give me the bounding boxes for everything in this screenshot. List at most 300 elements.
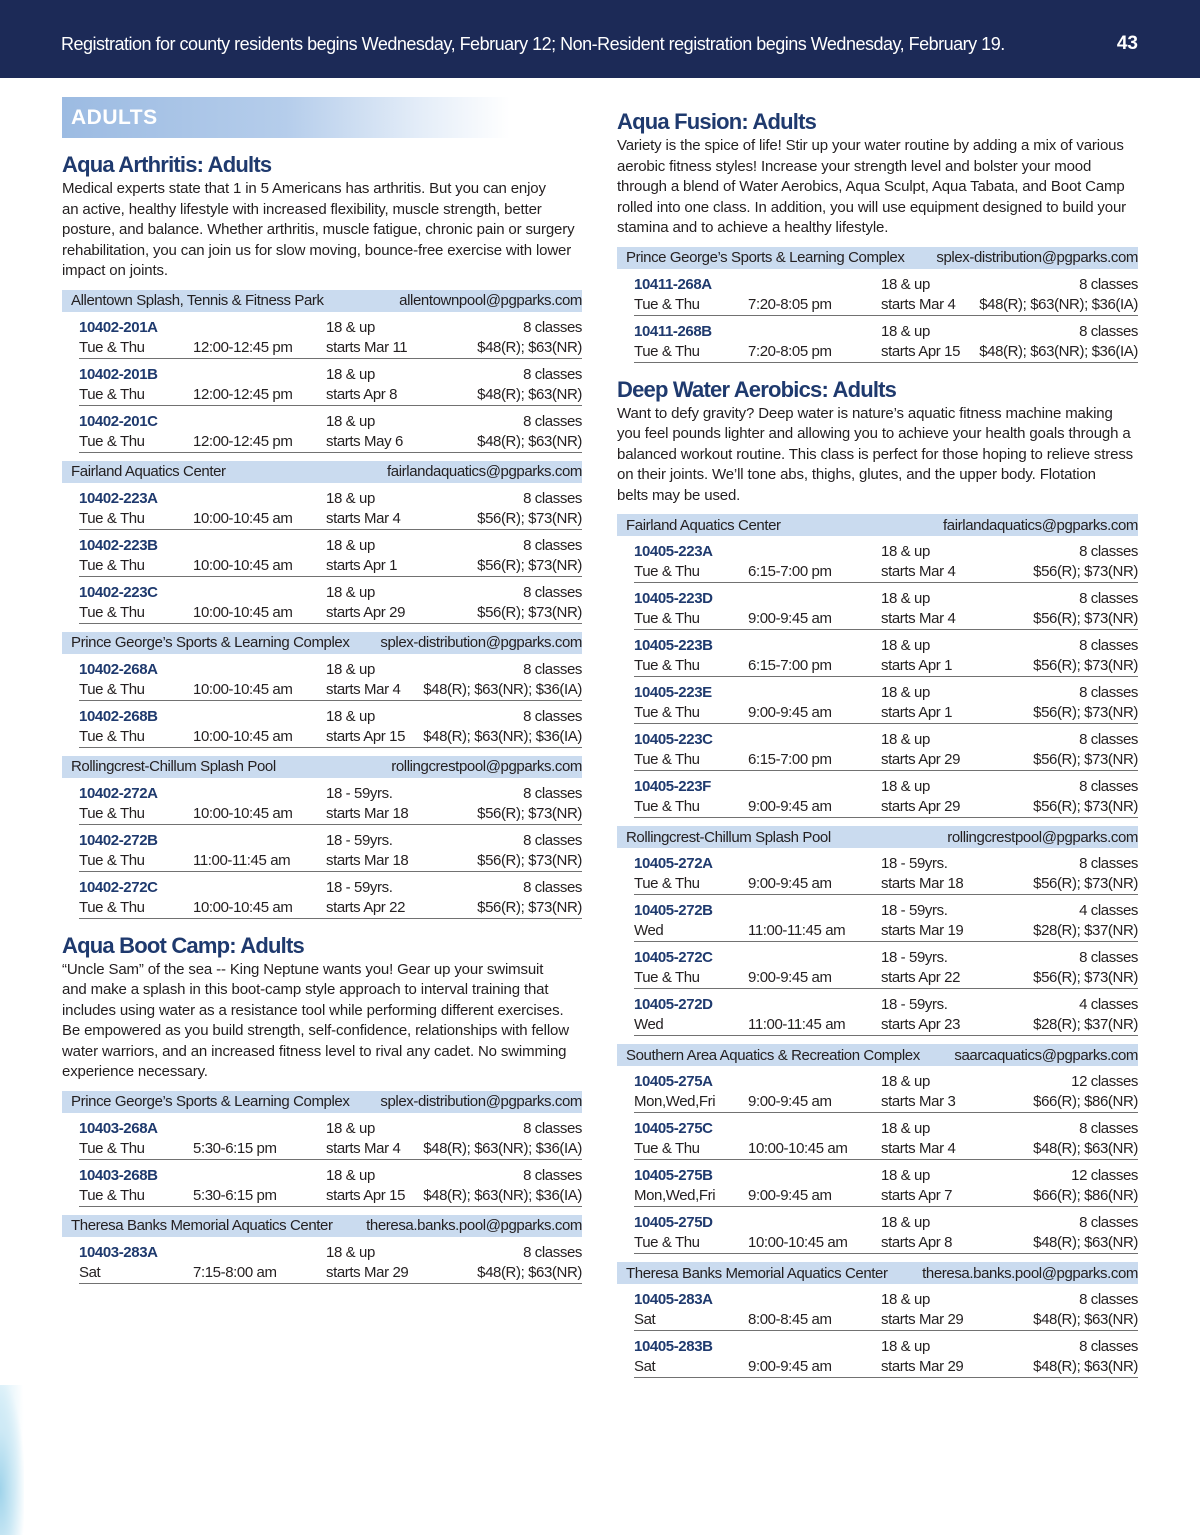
class-time: 9:00-9:45 am xyxy=(748,1187,832,1204)
class-number: 10402-272C xyxy=(79,878,158,896)
class-number: 10405-223F xyxy=(634,778,711,795)
class-listing xyxy=(634,630,1138,677)
class-session-count: 8 classes xyxy=(1079,1291,1138,1308)
class-session-count: 8 classes xyxy=(523,583,582,601)
class-fees: $28(R); $37(NR) xyxy=(1033,1016,1138,1033)
class-ages: 18 & up xyxy=(881,1214,930,1231)
class-time: 9:00-9:45 am xyxy=(748,969,832,986)
class-days: Tue & Thu xyxy=(79,898,145,916)
class-start-date: starts Apr 1 xyxy=(881,704,953,721)
description-line: Want to defy gravity? Deep water is nature’s aquatic fitness machine making xyxy=(617,404,1113,422)
class-listing xyxy=(79,1160,582,1207)
class-listing xyxy=(634,1066,1138,1113)
class-fees: $56(R); $73(NR) xyxy=(477,851,582,869)
class-days: Tue & Thu xyxy=(634,610,700,627)
class-number: 10402-223C xyxy=(79,583,158,601)
location-email[interactable]: splex-distribution@pgparks.com xyxy=(380,1093,582,1110)
program-title: Deep Water Aerobics: Adults xyxy=(617,376,897,402)
class-days: Tue & Thu xyxy=(79,804,145,822)
class-days: Mon,Wed,Fri xyxy=(634,1093,716,1110)
location-email[interactable]: rollingcrestpool@pgparks.com xyxy=(947,828,1138,846)
class-ages: 18 & up xyxy=(881,731,930,748)
location-email[interactable]: theresa.banks.pool@pgparks.com xyxy=(366,1217,582,1234)
class-fees: $56(R); $73(NR) xyxy=(1033,704,1138,721)
class-start-date: starts Apr 22 xyxy=(326,898,406,916)
location-name: Fairland Aquatics Center xyxy=(626,516,781,534)
class-fees: $56(R); $73(NR) xyxy=(1033,969,1138,986)
description-line: experience necessary. xyxy=(62,1063,208,1080)
location-name: Allentown Splash, Tennis & Fitness Park xyxy=(71,292,324,309)
class-number: 10405-275C xyxy=(634,1120,713,1137)
class-fees: $56(R); $73(NR) xyxy=(1033,563,1138,580)
class-time: 10:00-10:45 am xyxy=(193,680,293,698)
class-session-count: 8 classes xyxy=(523,412,582,430)
program-title: Aqua Arthritis: Adults xyxy=(62,152,272,177)
class-session-count: 8 classes xyxy=(1079,684,1138,701)
class-listing xyxy=(79,577,582,624)
class-fees: $56(R); $73(NR) xyxy=(477,898,582,916)
class-fees: $56(R); $73(NR) xyxy=(1033,875,1138,892)
location-email[interactable]: rollingcrestpool@pgparks.com xyxy=(391,758,582,775)
class-session-count: 8 classes xyxy=(1079,855,1138,872)
location-name: Rollingcrest-Chillum Splash Pool xyxy=(626,828,831,846)
class-number: 10403-283A xyxy=(79,1243,158,1261)
section-banner xyxy=(62,97,510,138)
class-listing xyxy=(634,1207,1138,1254)
class-start-date: starts Mar 3 xyxy=(881,1093,956,1110)
class-session-count: 12 classes xyxy=(1071,1073,1138,1090)
description-line: posture, and balance. Whether arthritis, muscle fatigue, chronic pain or surgery xyxy=(62,221,575,238)
class-number: 10405-275A xyxy=(634,1073,713,1090)
class-time: 10:00-10:45 am xyxy=(748,1140,848,1157)
class-ages: 18 & up xyxy=(326,412,375,430)
class-days: Tue & Thu xyxy=(634,704,700,721)
class-days: Tue & Thu xyxy=(634,875,700,892)
class-time: 9:00-9:45 am xyxy=(748,1358,832,1375)
description-line: through a blend of Water Aerobics, Aqua Sculpt, Aqua Tabata, and Boot Camp xyxy=(617,178,1125,195)
class-start-date: starts Mar 19 xyxy=(881,922,964,939)
location-header xyxy=(617,826,1138,848)
class-time: 12:00-12:45 pm xyxy=(193,338,293,356)
class-ages: 18 & up xyxy=(881,1073,930,1090)
class-ages: 18 & up xyxy=(326,1119,375,1137)
description-line: and make a splash in this boot-camp style approach to interval training that xyxy=(62,981,549,998)
class-number: 10405-275B xyxy=(634,1167,713,1184)
class-start-date: starts Mar 18 xyxy=(881,875,964,892)
class-time: 9:00-9:45 am xyxy=(748,610,832,627)
program-section xyxy=(617,376,1138,1379)
class-ages: 18 & up xyxy=(881,1291,930,1308)
class-number: 10402-201C xyxy=(79,412,158,430)
location-name: Prince George’s Sports & Learning Complex xyxy=(626,249,905,266)
class-session-count: 8 classes xyxy=(523,489,582,507)
class-start-date: starts Apr 1 xyxy=(881,657,953,674)
class-start-date: starts Mar 29 xyxy=(881,1311,964,1328)
location-header xyxy=(62,461,582,483)
class-start-date: starts Apr 15 xyxy=(326,727,406,745)
program-title: Aqua Boot Camp: Adults xyxy=(62,932,304,958)
class-start-date: starts Apr 8 xyxy=(326,385,398,403)
class-number: 10405-223B xyxy=(634,637,713,654)
description-line: impact on joints. xyxy=(62,262,168,279)
class-listing xyxy=(634,677,1138,724)
class-fees: $48(R); $63(NR) xyxy=(1033,1234,1138,1251)
class-days: Sat xyxy=(634,1358,656,1375)
class-number: 10405-223D xyxy=(634,590,713,607)
class-session-count: 8 classes xyxy=(523,318,582,336)
class-number: 10402-268A xyxy=(79,660,158,678)
class-time: 12:00-12:45 pm xyxy=(193,385,293,403)
class-number: 10405-223C xyxy=(634,731,713,748)
class-start-date: starts Apr 8 xyxy=(881,1234,953,1251)
class-ages: 18 & up xyxy=(326,318,375,336)
class-session-count: 8 classes xyxy=(1079,1214,1138,1231)
class-listing xyxy=(79,530,582,577)
class-time: 5:30-6:15 pm xyxy=(193,1186,277,1204)
class-number: 10411-268B xyxy=(634,322,712,340)
class-session-count: 8 classes xyxy=(1079,590,1138,607)
class-fees: $56(R); $73(NR) xyxy=(1033,657,1138,674)
class-ages: 18 & up xyxy=(326,365,375,383)
description-line: Medical experts state that 1 in 5 Americans has arthritis. But you can enjoy xyxy=(62,180,546,197)
location-header xyxy=(62,632,582,654)
location-name: Fairland Aquatics Center xyxy=(71,463,226,480)
class-time: 10:00-10:45 am xyxy=(193,898,293,916)
class-start-date: starts Mar 18 xyxy=(326,851,409,869)
watercolor-decoration xyxy=(0,1385,24,1535)
class-days: Tue & Thu xyxy=(79,556,145,574)
class-days: Tue & Thu xyxy=(79,603,145,621)
class-number: 10402-272A xyxy=(79,784,158,802)
class-ages: 18 & up xyxy=(881,778,930,795)
class-listing xyxy=(634,771,1138,818)
description-line: aerobic fitness styles! Increase your strength level and bolster your mood xyxy=(617,157,1092,175)
class-time: 10:00-10:45 am xyxy=(193,603,293,621)
class-start-date: starts Apr 1 xyxy=(326,556,398,574)
class-days: Tue & Thu xyxy=(634,969,700,986)
class-ages: 18 & up xyxy=(326,583,375,601)
class-session-count: 8 classes xyxy=(1079,778,1138,795)
class-fees: $66(R); $86(NR) xyxy=(1033,1187,1138,1204)
class-ages: 18 & up xyxy=(881,1338,930,1355)
class-fees: $48(R); $63(NR) xyxy=(477,432,582,450)
class-listing xyxy=(79,825,582,872)
class-fees: $48(R); $63(NR) xyxy=(477,1263,582,1281)
class-days: Tue & Thu xyxy=(79,509,145,527)
class-time: 10:00-10:45 am xyxy=(193,727,293,745)
location-name: Southern Area Aquatics & Recreation Complex xyxy=(626,1046,920,1064)
class-start-date: starts Apr 29 xyxy=(881,798,961,815)
class-fees: $56(R); $73(NR) xyxy=(477,603,582,621)
class-ages: 18 & up xyxy=(881,275,930,293)
class-time: 9:00-9:45 am xyxy=(748,798,832,815)
class-number: 10405-272B xyxy=(634,902,713,919)
class-number: 10405-223A xyxy=(634,543,713,560)
class-ages: 18 - 59yrs. xyxy=(881,902,948,919)
class-fees: $48(R); $63(NR) xyxy=(1033,1311,1138,1328)
location-header xyxy=(617,1262,1138,1284)
class-number: 10403-268B xyxy=(79,1166,158,1184)
class-listing xyxy=(634,1284,1138,1331)
class-start-date: starts Mar 4 xyxy=(326,1139,401,1157)
registration-notice: Registration for county residents begins Wednesday, February 12; Non-Resident registration begins Wednesday, February 19. xyxy=(61,34,1005,54)
class-days: Tue & Thu xyxy=(634,563,700,580)
location-name: Rollingcrest-Chillum Splash Pool xyxy=(71,758,276,775)
class-time: 7:20-8:05 pm xyxy=(748,295,832,313)
program-description xyxy=(617,136,1138,239)
class-fees: $28(R); $37(NR) xyxy=(1033,922,1138,939)
class-fees: $48(R); $63(NR) xyxy=(1033,1358,1138,1375)
class-session-count: 8 classes xyxy=(1079,543,1138,560)
class-start-date: starts Mar 4 xyxy=(326,509,401,527)
program-title: Aqua Fusion: Adults xyxy=(617,109,817,134)
class-fees: $48(R); $63(NR); $36(IA) xyxy=(979,295,1138,313)
class-days: Tue & Thu xyxy=(79,851,145,869)
class-start-date: starts Mar 4 xyxy=(881,295,956,313)
class-time: 7:15-8:00 am xyxy=(193,1263,277,1281)
description-line: stamina and to achieve a healthy lifestyle. xyxy=(617,219,889,236)
class-session-count: 8 classes xyxy=(523,707,582,725)
class-ages: 18 & up xyxy=(881,322,930,340)
class-time: 12:00-12:45 pm xyxy=(193,432,293,450)
description-line: an active, healthy lifestyle with increased flexibility, muscle strength, better xyxy=(62,200,542,218)
location-email[interactable]: saarcaquatics@pgparks.com xyxy=(954,1046,1138,1064)
program-description xyxy=(62,179,582,282)
location-header xyxy=(617,247,1138,269)
class-ages: 18 - 59yrs. xyxy=(881,949,948,966)
class-time: 5:30-6:15 pm xyxy=(193,1139,277,1157)
location-header xyxy=(62,290,582,312)
class-listing xyxy=(79,654,582,701)
class-listing xyxy=(634,583,1138,630)
class-start-date: starts May 6 xyxy=(326,432,403,450)
class-ages: 18 & up xyxy=(326,707,375,725)
class-session-count: 8 classes xyxy=(1079,322,1138,340)
class-session-count: 8 classes xyxy=(523,831,582,849)
class-number: 10405-283B xyxy=(634,1338,713,1355)
class-ages: 18 - 59yrs. xyxy=(326,784,393,802)
class-session-count: 8 classes xyxy=(523,536,582,554)
class-session-count: 8 classes xyxy=(1079,275,1138,293)
class-time: 10:00-10:45 am xyxy=(193,509,293,527)
description-line: belts may be used. xyxy=(617,486,741,504)
class-listing xyxy=(79,359,582,406)
class-listing xyxy=(79,406,582,453)
location-name: Prince George’s Sports & Learning Complex xyxy=(71,634,350,651)
location-email[interactable]: fairlandaquatics@pgparks.com xyxy=(387,463,582,480)
class-listing xyxy=(79,778,582,825)
left-column xyxy=(62,97,582,1284)
program-section xyxy=(617,108,1138,363)
class-number: 10402-272B xyxy=(79,831,158,849)
class-session-count: 8 classes xyxy=(523,784,582,802)
class-number: 10405-272C xyxy=(634,949,713,966)
class-time: 10:00-10:45 am xyxy=(193,556,293,574)
class-fees: $48(R); $63(NR); $36(IA) xyxy=(423,727,582,745)
class-start-date: starts Apr 7 xyxy=(881,1187,953,1204)
location-header xyxy=(62,1215,582,1237)
registration-header-bar xyxy=(0,0,1200,78)
class-time: 11:00-11:45 am xyxy=(748,1016,846,1033)
class-listing xyxy=(79,701,582,748)
class-fees: $48(R); $63(NR); $36(IA) xyxy=(423,680,582,698)
class-start-date: starts Apr 23 xyxy=(881,1016,961,1033)
class-session-count: 8 classes xyxy=(1079,731,1138,748)
class-listing xyxy=(634,724,1138,771)
class-days: Tue & Thu xyxy=(634,751,700,768)
description-line: Be empowered as you build strength, self-confidence, relationships with fellow xyxy=(62,1022,569,1039)
class-fees: $48(R); $63(NR) xyxy=(477,385,582,403)
class-start-date: starts Apr 22 xyxy=(881,969,961,986)
class-fees: $56(R); $73(NR) xyxy=(1033,751,1138,768)
class-listing xyxy=(79,483,582,530)
class-ages: 18 - 59yrs. xyxy=(881,996,948,1013)
class-ages: 18 - 59yrs. xyxy=(881,855,948,872)
class-listing xyxy=(634,536,1138,583)
class-fees: $56(R); $73(NR) xyxy=(477,804,582,822)
class-time: 11:00-11:45 am xyxy=(193,851,291,869)
class-listing xyxy=(634,942,1138,989)
class-fees: $56(R); $73(NR) xyxy=(477,509,582,527)
class-listing xyxy=(634,989,1138,1036)
description-line: balanced workout routine. This class is perfect for those hoping to relieve stress xyxy=(617,445,1134,463)
location-header xyxy=(617,1044,1138,1066)
class-listing xyxy=(79,312,582,359)
location-header xyxy=(62,1091,582,1113)
location-email[interactable]: splex-distribution@pgparks.com xyxy=(936,249,1138,266)
class-ages: 18 & up xyxy=(326,1243,375,1261)
class-fees: $56(R); $73(NR) xyxy=(477,556,582,574)
class-start-date: starts Mar 29 xyxy=(881,1358,964,1375)
class-ages: 18 & up xyxy=(881,684,930,701)
class-time: 9:00-9:45 am xyxy=(748,1093,832,1110)
class-session-count: 8 classes xyxy=(523,365,582,383)
class-session-count: 8 classes xyxy=(1079,949,1138,966)
class-start-date: starts Mar 4 xyxy=(326,680,401,698)
location-email[interactable]: fairlandaquatics@pgparks.com xyxy=(943,516,1138,534)
class-time: 11:00-11:45 am xyxy=(748,922,846,939)
class-days: Tue & Thu xyxy=(79,680,145,698)
class-listing xyxy=(79,872,582,919)
description-line: Variety is the spice of life! Stir up your water routine by adding a mix of various xyxy=(617,137,1124,154)
class-start-date: starts Apr 15 xyxy=(326,1186,406,1204)
program-description xyxy=(62,960,582,1083)
class-fees: $48(R); $63(NR) xyxy=(477,338,582,356)
description-line: includes using water as a resistance tool while performing different exercises. xyxy=(62,1001,564,1019)
class-days: Wed xyxy=(634,1016,664,1033)
class-start-date: starts Apr 29 xyxy=(326,603,406,621)
class-days: Mon,Wed,Fri xyxy=(634,1187,716,1204)
class-number: 10403-268A xyxy=(79,1119,158,1137)
class-days: Tue & Thu xyxy=(79,1139,145,1157)
location-header xyxy=(62,756,582,778)
class-start-date: starts Mar 11 xyxy=(326,338,408,356)
class-ages: 18 & up xyxy=(881,590,930,607)
class-days: Wed xyxy=(634,922,664,939)
class-listing xyxy=(79,1113,582,1160)
class-ages: 18 & up xyxy=(881,1120,930,1137)
description-line: rolled into one class. In addition, you will use equipment designed to build your xyxy=(617,198,1127,216)
class-time: 6:15-7:00 pm xyxy=(748,563,832,580)
class-session-count: 8 classes xyxy=(523,1119,582,1137)
description-line: you feel pounds lighter and allowing you to achieve your health goals through a xyxy=(617,425,1131,442)
class-time: 8:00-8:45 am xyxy=(748,1311,832,1328)
class-number: 10402-223A xyxy=(79,489,158,507)
class-start-date: starts Apr 29 xyxy=(881,751,961,768)
class-number: 10402-201B xyxy=(79,365,158,383)
class-listing xyxy=(634,316,1138,363)
class-time: 6:15-7:00 pm xyxy=(748,751,832,768)
class-session-count: 12 classes xyxy=(1071,1167,1138,1184)
class-start-date: starts Mar 4 xyxy=(881,563,956,580)
class-time: 7:20-8:05 pm xyxy=(748,342,832,360)
class-start-date: starts Mar 29 xyxy=(326,1263,409,1281)
class-listing xyxy=(634,848,1138,895)
class-days: Tue & Thu xyxy=(634,798,700,815)
class-ages: 18 & up xyxy=(326,489,375,507)
class-session-count: 8 classes xyxy=(523,1166,582,1184)
class-ages: 18 & up xyxy=(326,536,375,554)
class-fees: $48(R); $63(NR) xyxy=(1033,1140,1138,1157)
class-days: Sat xyxy=(634,1311,656,1328)
class-days: Tue & Thu xyxy=(634,295,700,313)
class-ages: 18 & up xyxy=(326,660,375,678)
location-email[interactable]: theresa.banks.pool@pgparks.com xyxy=(922,1264,1138,1282)
class-number: 10402-223B xyxy=(79,536,158,554)
class-time: 9:00-9:45 am xyxy=(748,704,832,721)
class-start-date: starts Apr 15 xyxy=(881,342,961,360)
class-listing xyxy=(634,1331,1138,1378)
class-days: Tue & Thu xyxy=(634,1234,700,1251)
location-name: Theresa Banks Memorial Aquatics Center xyxy=(626,1264,888,1282)
class-days: Tue & Thu xyxy=(634,342,700,360)
class-session-count: 4 classes xyxy=(1079,902,1138,919)
class-listing xyxy=(634,895,1138,942)
class-session-count: 8 classes xyxy=(523,878,582,896)
program-description xyxy=(617,404,1138,507)
program-section xyxy=(62,151,582,919)
class-days: Tue & Thu xyxy=(634,657,700,674)
class-time: 6:15-7:00 pm xyxy=(748,657,832,674)
class-number: 10402-268B xyxy=(79,707,158,725)
class-days: Sat xyxy=(79,1263,101,1281)
class-listing xyxy=(634,1160,1138,1207)
class-number: 10411-268A xyxy=(634,275,712,293)
class-days: Tue & Thu xyxy=(79,1186,145,1204)
description-line: water warriors, and an increased fitness level to rival any cadet. No swimming xyxy=(62,1042,567,1060)
class-ages: 18 & up xyxy=(881,637,930,654)
class-time: 10:00-10:45 am xyxy=(193,804,293,822)
location-email[interactable]: splex-distribution@pgparks.com xyxy=(380,634,582,651)
class-days: Tue & Thu xyxy=(79,338,145,356)
class-fees: $66(R); $86(NR) xyxy=(1033,1093,1138,1110)
class-time: 9:00-9:45 am xyxy=(748,875,832,892)
location-name: Prince George’s Sports & Learning Complex xyxy=(71,1093,350,1110)
class-number: 10405-272D xyxy=(634,996,713,1013)
class-fees: $56(R); $73(NR) xyxy=(1033,798,1138,815)
class-start-date: starts Mar 4 xyxy=(881,1140,956,1157)
description-line: rehabilitation, you can join us for slow moving, bounce-free exercise with lower xyxy=(62,241,572,259)
location-name: Theresa Banks Memorial Aquatics Center xyxy=(71,1217,333,1234)
class-days: Tue & Thu xyxy=(79,727,145,745)
class-session-count: 8 classes xyxy=(523,1243,582,1261)
page-number: 43 xyxy=(1116,33,1138,54)
class-ages: 18 & up xyxy=(881,1167,930,1184)
class-ages: 18 & up xyxy=(881,543,930,560)
section-banner-label: ADULTS xyxy=(71,106,158,129)
location-email[interactable]: allentownpool@pgparks.com xyxy=(399,292,582,309)
description-line: on their joints. We’ll tone abs, thighs, glutes, and the upper body. Flotation xyxy=(617,466,1096,483)
